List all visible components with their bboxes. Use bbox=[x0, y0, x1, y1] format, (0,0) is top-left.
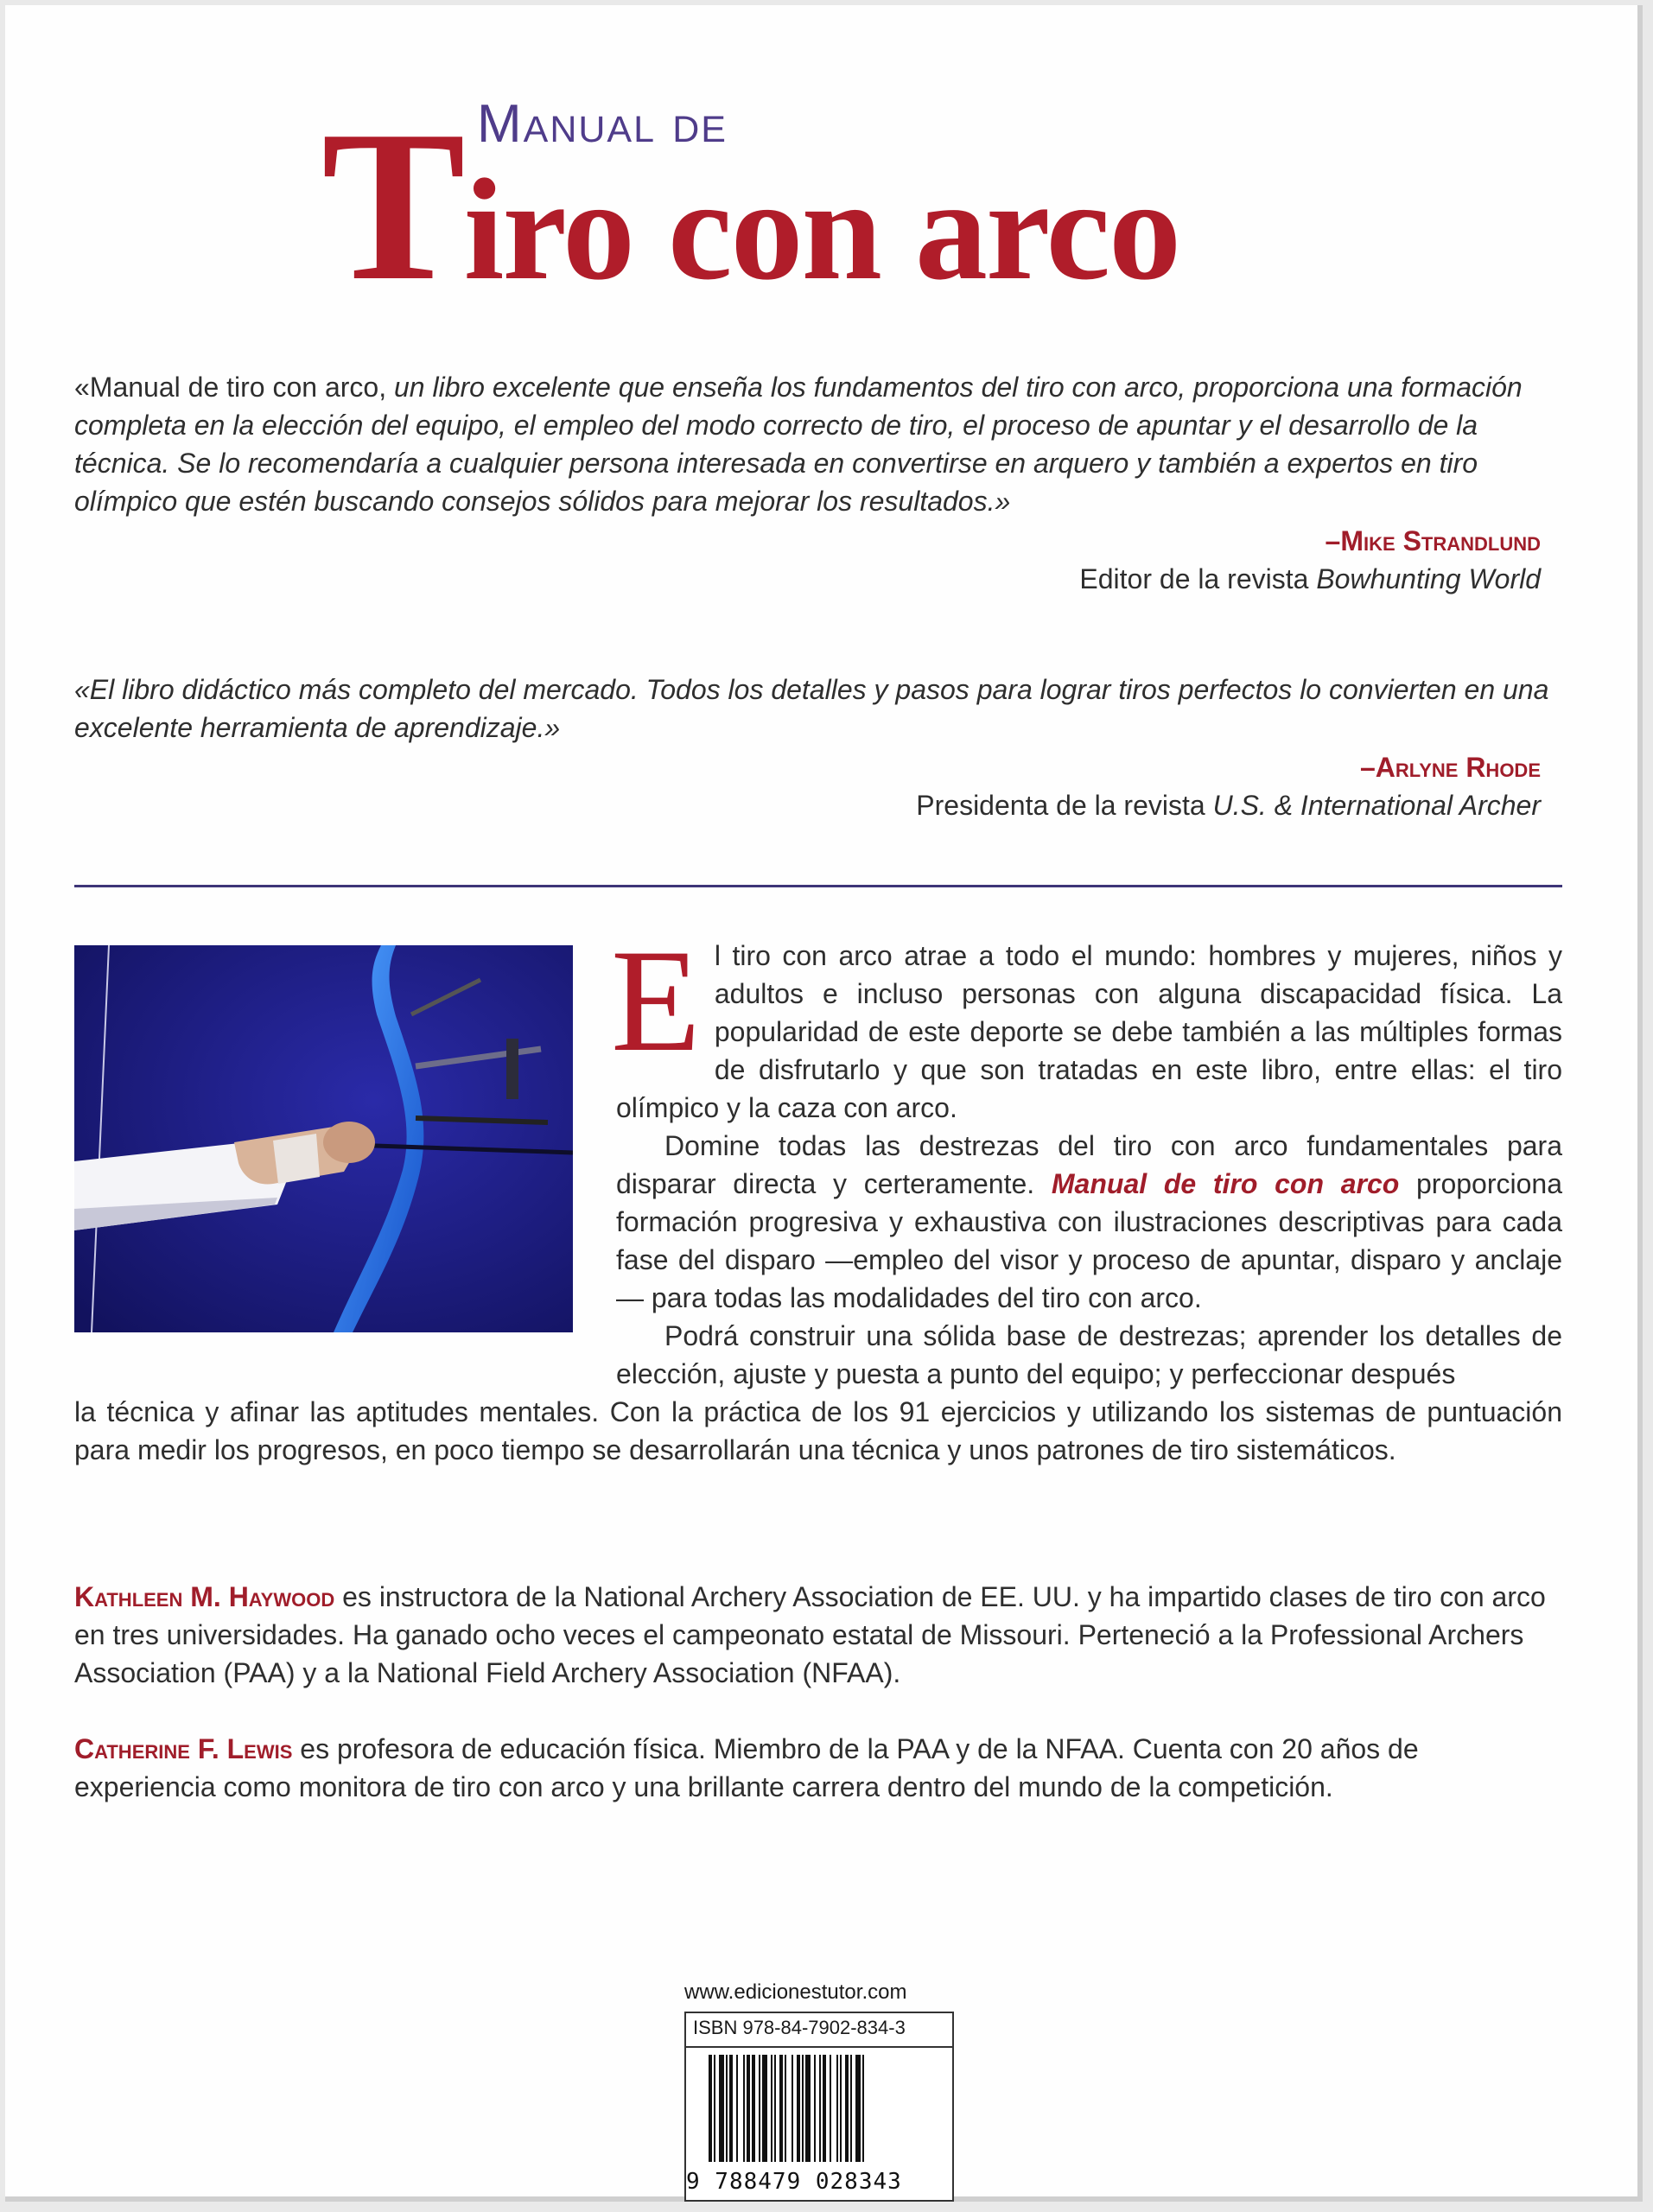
title-initial: T bbox=[321, 86, 464, 326]
title-rest: iro con arco bbox=[463, 149, 1180, 310]
barcode-bar bbox=[850, 2055, 852, 2162]
barcode-bar bbox=[823, 2055, 826, 2162]
quote-2-author: –Arlyne Rhode bbox=[1359, 752, 1541, 783]
book-title-reference: Manual de tiro con arco bbox=[1051, 1168, 1400, 1199]
author-1-name: Kathleen M. Haywood bbox=[74, 1581, 335, 1612]
quote-1-intro: «Manual de tiro con arco, bbox=[74, 372, 387, 403]
description-column bbox=[611, 919, 1563, 1393]
barcode-bar bbox=[709, 2055, 712, 2162]
barcode-bar bbox=[729, 2055, 733, 2162]
barcode-bar bbox=[714, 2055, 715, 2162]
barcode-bar bbox=[802, 2055, 804, 2162]
quote-1-role: Editor de la revista Bowhunting World bbox=[1079, 563, 1541, 594]
barcode-bar bbox=[785, 2055, 786, 2162]
author-2-name: Catherine F. Lewis bbox=[74, 1733, 293, 1764]
quote-2-attribution bbox=[916, 748, 1541, 824]
review-quote-2 bbox=[74, 671, 1561, 747]
title-line-1: Manual de bbox=[477, 94, 728, 154]
barcode-bar bbox=[840, 2055, 842, 2162]
barcode-bar bbox=[779, 2055, 783, 2162]
barcode-bar bbox=[743, 2055, 745, 2162]
quote-1-author: –Mike Strandlund bbox=[1325, 525, 1541, 556]
barcode-bar bbox=[805, 2055, 811, 2162]
description-paragraph-3-start: Podrá construir una sólida base de destrezas; aprender los detalles de elección, ajuste y puesta a punto del equipo; y perfeccionar después bbox=[616, 1320, 1562, 1389]
barcode bbox=[709, 2055, 942, 2162]
barcode-bar bbox=[836, 2055, 838, 2162]
review-quote-1 bbox=[74, 368, 1561, 520]
barcode-bar bbox=[845, 2055, 849, 2162]
barcode-bar bbox=[771, 2055, 772, 2162]
barcode-bar bbox=[862, 2055, 864, 2162]
drop-cap: E bbox=[611, 919, 701, 1082]
title-line-2 bbox=[321, 86, 1180, 326]
barcode-bar bbox=[726, 2055, 728, 2162]
section-divider bbox=[74, 885, 1562, 887]
description-full-width bbox=[74, 1393, 1562, 1469]
barcode-bar bbox=[819, 2055, 821, 2162]
barcode-bar bbox=[747, 2055, 750, 2162]
barcode-bar bbox=[774, 2055, 776, 2162]
archer-photo bbox=[74, 945, 573, 1332]
author-bio-2 bbox=[74, 1730, 1562, 1806]
barcode-bar bbox=[814, 2055, 816, 2162]
barcode-bar bbox=[792, 2055, 793, 2162]
quote-2-text: «El libro didáctico más completo del mercado. Todos los detalles y pasos para lograr tiros perfectos lo convierten en una excelente herramienta de aprendizaje.» bbox=[74, 674, 1549, 743]
barcode-bar bbox=[762, 2055, 767, 2162]
barcode-bar bbox=[855, 2055, 861, 2162]
barcode-bar bbox=[830, 2055, 831, 2162]
description-paragraph-2: Domine todas las destrezas del tiro con arco fundamentales para disparar directa y certeramente. Manual de tiro con arco proporciona formación progresiva y exhaustiva con ilustraciones descriptivas para cada fase del disparo —empleo del visor y proceso de apuntar, disparo y anclaje— para todas las modalidades del tiro con arco. bbox=[616, 1130, 1563, 1313]
barcode-bar bbox=[752, 2055, 755, 2162]
publisher-website: www.edicionestutor.com bbox=[684, 1980, 907, 2004]
barcode-bar bbox=[759, 2055, 760, 2162]
quote-1-text: un libro excelente que enseña los fundamentos del tiro con arco, proporciona una formación completa en la elección del equipo, el empleo del modo correcto de tiro, el proceso de apuntar y el desarrollo de la técnica. Se lo recomendaría a cualquier persona interesada en convertirse en arquero y también a expertos en tiro olímpico que estén buscando consejos sólidos para mejorar los resultados.» bbox=[74, 372, 1523, 517]
author-bio-1 bbox=[74, 1578, 1562, 1692]
barcode-bar bbox=[719, 2055, 724, 2162]
quote-2-role: Presidenta de la revista U.S. & International Archer bbox=[916, 790, 1541, 821]
quote-1-attribution bbox=[1079, 522, 1541, 598]
barcode-digits: 9 788479 028343 bbox=[686, 2169, 902, 2195]
book-back-cover bbox=[5, 5, 1643, 2202]
isbn-divider bbox=[686, 2046, 952, 2048]
barcode-box bbox=[684, 2012, 954, 2202]
author-1-text: es instructora de la National Archery Association de EE. UU. y ha impartido clases de tiro con arco en tres universidades. Ha ganado ocho veces el campeonato estatal de Missouri. Perteneció a la Professional Archers Association (PAA) y a la National Field Archery Association (NFAA). bbox=[74, 1581, 1546, 1688]
isbn-label: ISBN 978-84-7902-834-3 bbox=[693, 2017, 906, 2038]
description-paragraph-3-end: la técnica y afinar las aptitudes mentales. Con la práctica de los 91 ejercicios y utilizando los sistemas de puntuación para medir los progresos, en poco tiempo se desarrollarán una técnica y unos patrones de tiro sistemáticos. bbox=[74, 1396, 1562, 1465]
author-2-text: es profesora de educación física. Miembro de la PAA y de la NFAA. Cuenta con 20 años de experiencia como monitora de tiro con arco y una brillante carrera dentro del mundo de la competición. bbox=[74, 1733, 1419, 1802]
description-paragraph-1: l tiro con arco atrae a todo el mundo: hombres y mujeres, niños y adultos e incluso personas con alguna discapacidad física. La popularidad de este deporte se debe también a las múltiples formas de disfrutarlo y que son tratadas en este libro, entre ellas: el tiro olímpico y la caza con arco. bbox=[616, 940, 1562, 1123]
barcode-bar bbox=[736, 2055, 738, 2162]
barcode-bar bbox=[797, 2055, 800, 2162]
